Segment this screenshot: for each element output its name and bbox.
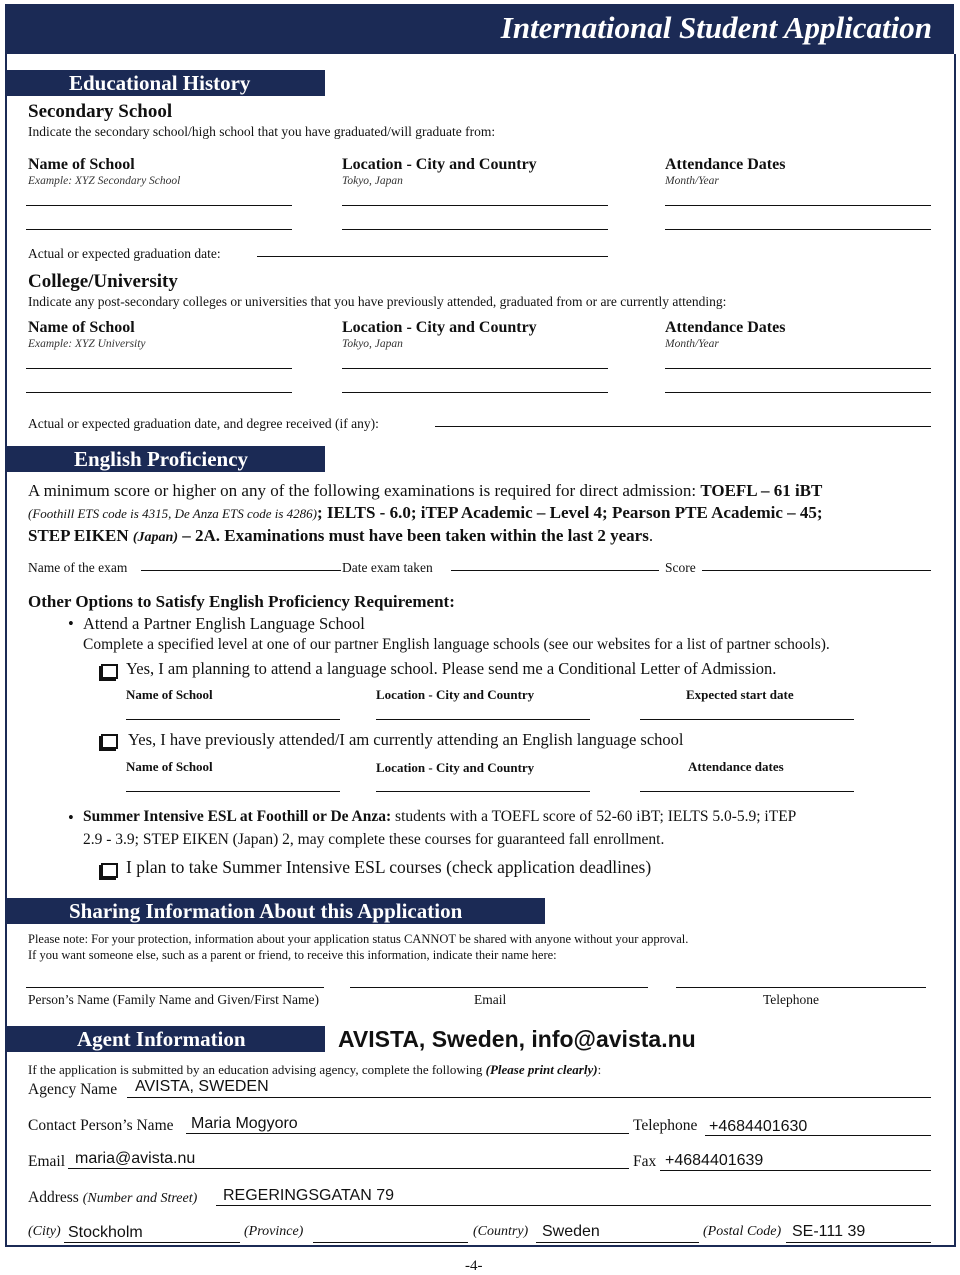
secondary-school-field-2[interactable]	[26, 229, 292, 230]
country-value: Sweden	[542, 1223, 600, 1240]
postal-label: (Postal Code)	[703, 1224, 782, 1239]
college-col-dates: Attendance Dates	[665, 319, 786, 336]
fax-value: +4684401639	[665, 1152, 764, 1169]
other-options-title: Other Options to Satisfy English Proficiency Requirement:	[28, 592, 455, 611]
sharing-person-field[interactable]	[26, 987, 324, 988]
req-text-a: A minimum score or higher on any of the following examinations is required for direct admission:	[28, 481, 701, 500]
bullet-dot-1: •	[68, 614, 74, 633]
secondary-instruction: Indicate the secondary school/high school that you have graduated/will graduate from:	[28, 124, 496, 139]
college-dates-field-1[interactable]	[665, 368, 931, 369]
checkbox-summer-esl[interactable]	[101, 863, 118, 878]
secondary-col-dates-example: Month/Year	[665, 175, 719, 187]
opt3-label: I plan to take Summer Intensive ESL courses (check application deadlines)	[126, 857, 652, 877]
postal-field[interactable]	[786, 1242, 931, 1243]
opt2-col-name: Name of School	[126, 759, 213, 774]
req-text-c2: (Japan)	[132, 530, 178, 545]
sharing-phone-field[interactable]	[676, 987, 926, 988]
secondary-dates-field-1[interactable]	[665, 205, 931, 206]
college-school-field-2[interactable]	[26, 392, 292, 393]
bullet2-rest: students with a TOEFL score of 52-60 iBT; IELTS 5.0-5.9; iTEP	[391, 808, 797, 825]
sharing-email-field[interactable]	[350, 987, 648, 988]
req-ets-note: (Foothill ETS code is 4315, De Anza ETS code is 4286)	[28, 506, 317, 521]
college-col-location-example: Tokyo, Japan	[342, 338, 403, 350]
req-toefl: TOEFL – 61 iBT	[700, 481, 823, 500]
opt2-col-dates: Attendance dates	[688, 759, 784, 774]
page-title: International Student Application	[500, 10, 932, 45]
secondary-school-field-1[interactable]	[26, 205, 292, 206]
college-col-dates-example: Month/Year	[665, 338, 719, 350]
secondary-location-field-1[interactable]	[342, 205, 608, 206]
college-col-name: Name of School	[28, 319, 135, 336]
opt1-location-field[interactable]	[376, 719, 590, 720]
province-label: (Province)	[244, 1224, 304, 1239]
secondary-col-location-example: Tokyo, Japan	[342, 175, 403, 187]
address-value: REGERINGSGATAN 79	[223, 1187, 394, 1204]
address-field[interactable]	[216, 1205, 931, 1206]
opt2-label: Yes, I have previously attended/I am currently attending an English language school	[128, 730, 684, 749]
opt2-dates-field[interactable]	[640, 791, 854, 792]
opt2-school-field[interactable]	[126, 791, 340, 792]
college-col-location: Location - City and Country	[342, 319, 537, 336]
address-label-main: Address	[28, 1189, 79, 1206]
secondary-col-name: Name of School	[28, 156, 135, 173]
sharing-col-email: Email	[474, 992, 507, 1007]
country-label: (Country)	[473, 1224, 529, 1239]
college-instruction: Indicate any post-secondary colleges or universities that you have previously attended, graduated from or are currently attending:	[28, 294, 727, 309]
score-field[interactable]	[702, 570, 931, 571]
college-grad-field[interactable]	[435, 426, 931, 427]
telephone-label: Telephone	[633, 1117, 698, 1134]
secondary-location-field-2[interactable]	[342, 229, 608, 230]
email-field[interactable]	[68, 1168, 629, 1169]
bullet2-bold: Summer Intensive ESL at Foothill or De Anza:	[83, 808, 392, 825]
agency-name-value: AVISTA, SWEDEN	[135, 1078, 269, 1095]
opt1-col-location: Location - City and Country	[376, 687, 535, 702]
page-number: -4-	[465, 1258, 483, 1274]
college-dates-field-2[interactable]	[665, 392, 931, 393]
fax-field[interactable]	[660, 1170, 931, 1171]
college-grad-label: Actual or expected graduation date, and degree received (if any):	[28, 416, 379, 431]
opt1-col-start: Expected start date	[686, 687, 794, 702]
section-agent-information: Agent Information	[5, 1026, 325, 1052]
section-educational-history: Educational History	[5, 70, 325, 96]
opt2-location-field[interactable]	[376, 791, 590, 792]
exam-date-label: Date exam taken	[342, 560, 433, 575]
city-field[interactable]	[64, 1242, 240, 1243]
secondary-dates-field-2[interactable]	[665, 229, 931, 230]
section-english-proficiency: English Proficiency	[5, 446, 325, 472]
req-text-c1: STEP EIKEN	[28, 526, 133, 545]
section-sharing-information: Sharing Information About this Application	[5, 898, 545, 924]
college-location-field-2[interactable]	[342, 392, 608, 393]
opt1-label: Yes, I am planning to attend a language school. Please send me a Conditional Letter of Admission.	[126, 659, 777, 678]
city-value: Stockholm	[68, 1224, 143, 1241]
checkbox-plan-language-school[interactable]	[101, 664, 118, 679]
college-location-field-1[interactable]	[342, 368, 608, 369]
agent-stamp: AVISTA, Sweden, info@avista.nu	[338, 1026, 696, 1052]
sharing-note-2: If you want someone else, such as a parent or friend, to receive this information, indicate their name here:	[28, 948, 557, 962]
checkbox-attended-language-school[interactable]	[101, 734, 118, 749]
address-label	[28, 1189, 197, 1207]
address-label-note: (Number and Street)	[82, 1191, 198, 1206]
contact-name-label: Contact Person’s Name	[28, 1117, 174, 1134]
agent-intro-a: If the application is submitted by an education advising agency, complete the following	[28, 1062, 486, 1077]
college-title: College/University	[28, 271, 178, 292]
fax-label: Fax	[633, 1153, 657, 1170]
secondary-grad-date-field[interactable]	[257, 256, 608, 257]
bullet1-desc: Complete a specified level at one of our partner English language schools (see our websites for a list of partner schools).	[83, 636, 830, 653]
exam-name-field[interactable]	[141, 570, 341, 571]
contact-name-value: Maria Mogyoro	[191, 1115, 298, 1132]
agent-intro-c: :	[597, 1062, 602, 1077]
college-col-name-example: Example: XYZ University	[28, 338, 146, 350]
bullet-dot-2: •	[68, 808, 74, 827]
email-label: Email	[28, 1153, 66, 1170]
sharing-note-1: Please note: For your protection, information about your application status CANNOT be shared with anyone without your approval.	[28, 932, 689, 946]
telephone-value: +4684401630	[709, 1118, 808, 1135]
postal-value: SE-111 39	[792, 1223, 866, 1240]
agency-name-field[interactable]	[127, 1097, 931, 1098]
exam-name-label: Name of the exam	[28, 560, 128, 575]
contact-name-field[interactable]	[186, 1133, 629, 1134]
opt1-col-name: Name of School	[126, 687, 213, 702]
english-requirement	[28, 480, 940, 549]
bullet1-title: Attend a Partner English Language School	[83, 614, 365, 633]
email-value: maria@avista.nu	[75, 1150, 196, 1167]
sharing-col-phone: Telephone	[763, 992, 820, 1007]
secondary-school-title: Secondary School	[28, 101, 173, 122]
country-field[interactable]	[536, 1242, 699, 1243]
city-label: (City)	[28, 1224, 61, 1239]
req-text-c3: – 2A. Examinations must have been taken within the last 2 years	[178, 526, 649, 545]
secondary-col-dates: Attendance Dates	[665, 156, 786, 173]
opt2-col-location: Location - City and Country	[376, 760, 535, 775]
agent-intro	[28, 1062, 601, 1078]
exam-date-field[interactable]	[451, 570, 659, 571]
req-text-b: ; IELTS - 6.0; iTEP Academic – Level 4; Pearson PTE Academic – 45;	[316, 503, 823, 522]
secondary-col-location: Location - City and Country	[342, 156, 537, 173]
agency-name-label: Agency Name	[28, 1081, 118, 1098]
college-school-field-1[interactable]	[26, 368, 292, 369]
bullet2-line2: 2.9 - 3.9; STEP EIKEN (Japan) 2, may complete these courses for guaranteed fall enrollment.	[83, 831, 665, 848]
agent-intro-b: (Please print clearly)	[485, 1062, 598, 1077]
secondary-grad-label: Actual or expected graduation date:	[28, 246, 221, 261]
opt1-school-field[interactable]	[126, 719, 340, 720]
opt1-start-field[interactable]	[640, 719, 854, 720]
score-label: Score	[665, 560, 696, 575]
province-field[interactable]	[313, 1242, 468, 1243]
bullet2-text	[83, 808, 796, 826]
secondary-col-name-example: Example: XYZ Secondary School	[28, 175, 181, 187]
req-text-c4: .	[648, 526, 654, 545]
sharing-col-person: Person’s Name (Family Name and Given/First Name)	[28, 992, 319, 1007]
